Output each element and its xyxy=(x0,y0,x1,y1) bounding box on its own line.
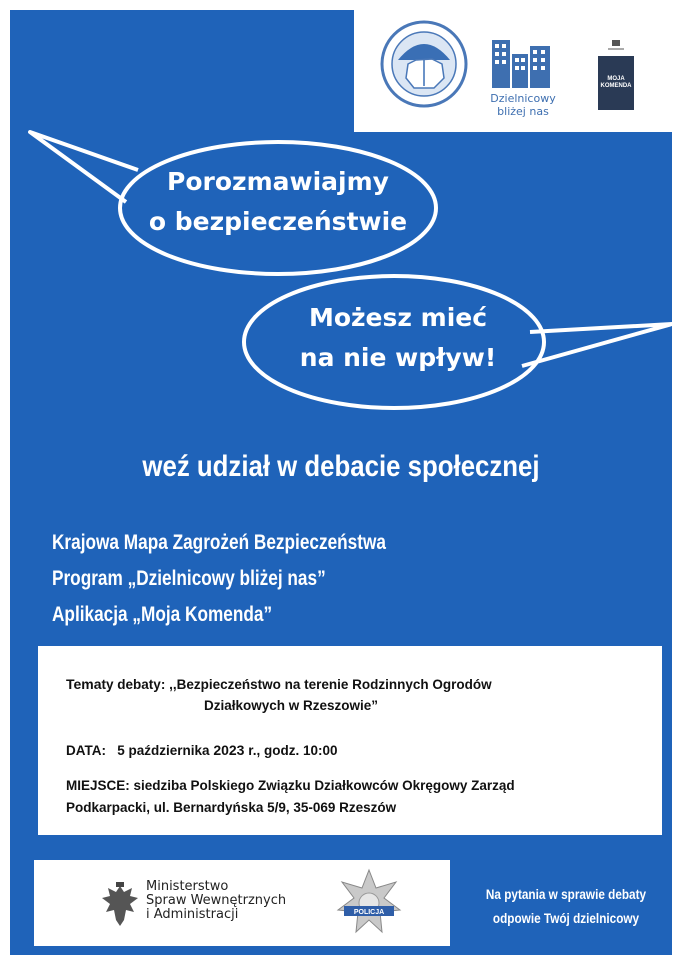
police-badge-text: POLICJA xyxy=(353,909,385,916)
program-item: Aplikacja „Moja Komenda” xyxy=(52,603,273,626)
date-row xyxy=(66,742,338,758)
ministry-line3: i Administracji xyxy=(146,907,239,922)
ministry-name xyxy=(146,880,286,922)
speech-bubble-2-line1: Możesz mieć xyxy=(308,303,488,332)
poster xyxy=(10,10,672,955)
speech-bubble-1-line2: o bezpieczeństwie xyxy=(148,207,408,236)
speech-bubble-1-text xyxy=(148,162,408,242)
place-line1: MIEJSCE: siedziba Polskiego Związku Działkowców Okręgowy Zarząd xyxy=(66,778,515,793)
moja-komenda-line2: KOMENDA xyxy=(600,83,632,89)
moja-komenda-line1: MOJA xyxy=(607,76,625,82)
date-value: 5 października xyxy=(117,743,214,758)
place-row xyxy=(66,778,515,793)
speech-bubble-2-line2: na nie wpływ! xyxy=(299,343,497,372)
date-label: DATA: xyxy=(66,743,106,758)
speech-bubble-1 xyxy=(30,132,138,202)
eagle-emblem-icon xyxy=(98,880,142,930)
speech-bubble-2-text xyxy=(278,298,518,378)
invitation-heading: weź udział w debacie społecznej xyxy=(142,450,540,483)
date-time: r., godz. 10:00 xyxy=(244,743,338,758)
place-row-2 xyxy=(66,800,396,815)
program-item: Program „Dzielnicowy bliżej nas” xyxy=(52,567,326,590)
ministry-line1: Ministerstwo xyxy=(146,879,229,894)
topic-line2: Działkowych w Rzeszowie” xyxy=(204,698,379,713)
dzielnicowy-logo-line1: Dzielnicowy xyxy=(490,92,556,105)
program-item: Krajowa Mapa Zagrożeń Bezpieczeństwa xyxy=(52,531,386,554)
topic-line1: ,,Bezpieczeństwo na terenie Rodzinnych Ogrodów xyxy=(169,677,492,692)
contact-note xyxy=(482,882,650,930)
place-line2: Podkarpacki, ul. Bernardyńska 5/9, 35-069 Rzeszów xyxy=(66,800,397,815)
topic-label-rest: ty debaty: xyxy=(101,677,166,692)
topic-label-bold: Tema xyxy=(66,676,102,692)
topic-row-2 xyxy=(204,698,378,713)
speech-bubble-1-line1: Porozmawiajmy xyxy=(167,167,389,196)
contact-line1: Na pytania w sprawie debaty xyxy=(485,886,647,902)
date-year: 2023 xyxy=(213,742,245,758)
event-details-panel xyxy=(38,646,662,835)
contact-line2: odpowie Twój dzielnicowy xyxy=(492,910,640,926)
topic-row xyxy=(66,676,492,692)
ministry-line2: Spraw Wewnętrznych xyxy=(146,893,287,908)
programs-list xyxy=(52,525,386,633)
dzielnicowy-logo-line2: bliżej nas xyxy=(497,105,549,118)
footer-logo-panel xyxy=(34,860,450,946)
police-star-icon xyxy=(334,868,404,938)
